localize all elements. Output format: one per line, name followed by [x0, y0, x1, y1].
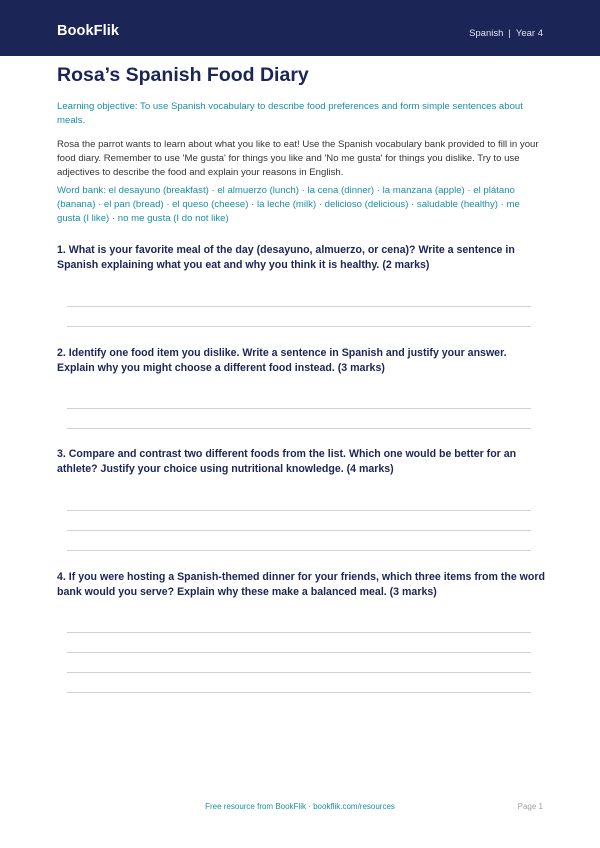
- learning-objective: Learning objective: To use Spanish vocabulary to describe food preferences and form simple sentences about meals.: [57, 101, 523, 126]
- answer-line[interactable]: [67, 530, 531, 531]
- year-label: Year 4: [515, 28, 543, 39]
- answer-line[interactable]: [67, 632, 531, 633]
- question-3: 3. Compare and contrast two different foods from the list. Which one would be better for an athlete? Justify your choice using nutritional knowledge. (4 marks): [57, 448, 517, 475]
- intro-paragraph: Rosa the parrot wants to learn about what you like to eat! Use the Spanish vocabulary bank provided to fill in your food diary. Remember to use 'Me gusta' for things you like and 'No me gusta' for things you dislike. Try to use adjectives to describe the food and explain your reasons in English.: [57, 139, 539, 178]
- answer-line[interactable]: [67, 428, 531, 429]
- question-2: 2. Identify one food item you dislike. Write a sentence in Spanish and justify your answer. Explain why you might choose a different food instead. (3 marks): [57, 347, 507, 374]
- answer-line[interactable]: [67, 672, 531, 673]
- answer-line[interactable]: [67, 550, 531, 551]
- answer-line[interactable]: [67, 692, 531, 693]
- word-bank: Word bank: el desayuno (breakfast) · el almuerzo (lunch) · la cena (dinner) · la manzana (apple) · el plátano (banana) · el pan (bread) · el queso (cheese) · la leche (milk) · delicioso (delicious) · saludable (healthy) · me gusta (I like) · no me gusta (I do not like): [57, 185, 520, 224]
- answer-line[interactable]: [67, 510, 531, 511]
- page-header: [0, 0, 600, 56]
- meta-separator: |: [508, 28, 511, 39]
- header-meta: [469, 28, 543, 39]
- page-number: Page 1: [517, 802, 543, 811]
- worksheet-title: Rosa’s Spanish Food Diary: [57, 64, 309, 86]
- question-4: 4. If you were hosting a Spanish-themed dinner for your friends, which three items from the word bank would you serve? Explain why these make a balanced meal. (3 marks): [57, 571, 545, 598]
- answer-line[interactable]: [67, 408, 531, 409]
- footer-credit: Free resource from BookFlik · bookflik.com/resources: [205, 802, 395, 811]
- answer-line[interactable]: [67, 306, 531, 307]
- answer-line[interactable]: [67, 326, 531, 327]
- subject-label: Spanish: [469, 28, 504, 39]
- answer-line[interactable]: [67, 652, 531, 653]
- question-1: 1. What is your favorite meal of the day (desayuno, almuerzo, or cena)? Write a sentence in Spanish explaining what you eat and why you think it is healthy. (2 marks): [57, 244, 515, 271]
- brand-logo: BookFlik: [57, 23, 120, 39]
